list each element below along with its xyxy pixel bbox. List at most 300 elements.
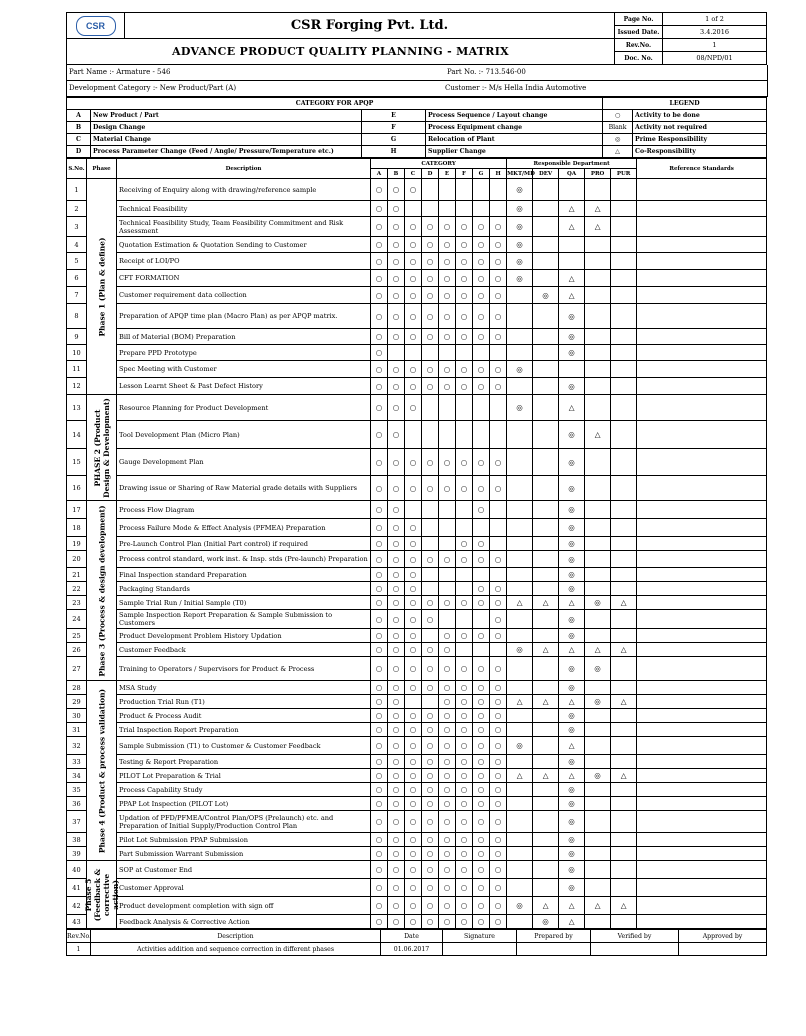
responsibility-mark bbox=[507, 551, 533, 568]
category-mark: ○ bbox=[388, 304, 405, 329]
row-number: 19 bbox=[67, 537, 87, 551]
responsibility-mark: △ bbox=[611, 695, 637, 709]
category-mark: ○ bbox=[371, 568, 388, 582]
table-row bbox=[67, 596, 767, 610]
revision-rev: 1 bbox=[67, 943, 91, 956]
category-mark: ○ bbox=[371, 395, 388, 421]
responsibility-mark: △ bbox=[585, 421, 611, 449]
responsibility-mark bbox=[533, 253, 559, 270]
category-mark: ○ bbox=[388, 237, 405, 253]
activity-description: Process Capability Study bbox=[117, 783, 371, 797]
category-mark: ○ bbox=[456, 329, 473, 345]
category-mark: ○ bbox=[490, 378, 507, 395]
responsibility-mark bbox=[585, 797, 611, 811]
category-label: Process Parameter Change (Feed / Angle/ Pressure/Temperature etc.) bbox=[91, 146, 362, 158]
category-mark: ○ bbox=[371, 519, 388, 537]
responsibility-mark bbox=[585, 737, 611, 755]
category-mark: ○ bbox=[439, 643, 456, 657]
reference-standard bbox=[637, 361, 767, 378]
reference-standard bbox=[637, 755, 767, 769]
category-mark bbox=[456, 568, 473, 582]
responsibility-mark bbox=[611, 657, 637, 681]
category-mark: ○ bbox=[456, 879, 473, 897]
category-mark: ○ bbox=[388, 695, 405, 709]
responsibility-mark bbox=[611, 879, 637, 897]
responsibility-mark: ◎ bbox=[559, 501, 585, 519]
category-mark: ○ bbox=[456, 537, 473, 551]
responsibility-mark bbox=[585, 519, 611, 537]
category-mark: ○ bbox=[422, 237, 439, 253]
activity-description: Receipt of LOI/PO bbox=[117, 253, 371, 270]
category-mark: ○ bbox=[422, 643, 439, 657]
revision-desc: Activities addition and sequence correction in different phases bbox=[91, 943, 381, 956]
phase-label-cell bbox=[87, 395, 117, 501]
category-mark: ○ bbox=[405, 287, 422, 304]
category-mark: ○ bbox=[388, 287, 405, 304]
responsibility-mark bbox=[507, 421, 533, 449]
responsibility-mark bbox=[507, 568, 533, 582]
responsibility-mark bbox=[533, 237, 559, 253]
category-mark: ○ bbox=[422, 915, 439, 929]
category-mark bbox=[490, 395, 507, 421]
category-mark: ○ bbox=[422, 610, 439, 629]
category-mark: ○ bbox=[456, 476, 473, 501]
responsibility-mark bbox=[611, 847, 637, 861]
category-mark bbox=[439, 501, 456, 519]
category-mark: ○ bbox=[456, 847, 473, 861]
responsibility-mark bbox=[533, 217, 559, 237]
reference-standard bbox=[637, 915, 767, 929]
responsibility-mark bbox=[611, 449, 637, 476]
responsibility-mark: ◎ bbox=[507, 179, 533, 201]
revision-header: Prepared by bbox=[517, 930, 591, 943]
responsibility-mark bbox=[585, 783, 611, 797]
table-row bbox=[67, 179, 767, 201]
table-row bbox=[67, 201, 767, 217]
category-mark: ○ bbox=[405, 737, 422, 755]
category-mark: ○ bbox=[439, 361, 456, 378]
category-mark bbox=[439, 395, 456, 421]
row-number: 7 bbox=[67, 287, 87, 304]
category-mark: ○ bbox=[422, 657, 439, 681]
responsibility-mark: ◎ bbox=[559, 537, 585, 551]
category-mark bbox=[456, 345, 473, 361]
responsibility-mark bbox=[559, 237, 585, 253]
category-mark: ○ bbox=[473, 769, 490, 783]
revision-header: Description bbox=[91, 930, 381, 943]
category-mark: ○ bbox=[439, 596, 456, 610]
category-mark: ○ bbox=[388, 421, 405, 449]
category-mark: ○ bbox=[456, 629, 473, 643]
revision-sig bbox=[443, 943, 517, 956]
responsibility-mark bbox=[611, 568, 637, 582]
category-mark: ○ bbox=[473, 287, 490, 304]
legend-label: Co-Responsibility bbox=[633, 146, 767, 158]
responsibility-mark: △ bbox=[585, 897, 611, 915]
responsibility-mark bbox=[611, 237, 637, 253]
table-row bbox=[67, 217, 767, 237]
category-col-b: B bbox=[388, 169, 405, 179]
category-mark: ○ bbox=[422, 897, 439, 915]
responsibility-mark: △ bbox=[559, 769, 585, 783]
row-number: 37 bbox=[67, 811, 87, 833]
responsibility-mark bbox=[507, 304, 533, 329]
responsibility-mark bbox=[533, 537, 559, 551]
responsibility-mark bbox=[585, 709, 611, 723]
category-mark: ○ bbox=[473, 755, 490, 769]
responsibility-mark bbox=[611, 179, 637, 201]
category-mark bbox=[456, 395, 473, 421]
responsibility-mark bbox=[507, 755, 533, 769]
category-mark bbox=[473, 519, 490, 537]
responsibility-mark bbox=[533, 270, 559, 287]
responsibility-mark bbox=[611, 610, 637, 629]
category-mark: ○ bbox=[490, 610, 507, 629]
category-mark bbox=[456, 643, 473, 657]
category-mark: ○ bbox=[371, 811, 388, 833]
responsibility-mark bbox=[611, 551, 637, 568]
responsibility-mark bbox=[533, 723, 559, 737]
category-mark: ○ bbox=[473, 304, 490, 329]
category-mark: ○ bbox=[439, 915, 456, 929]
responsibility-mark bbox=[585, 345, 611, 361]
table-row bbox=[67, 568, 767, 582]
category-mark: ○ bbox=[422, 833, 439, 847]
activity-description: Product development completion with sign off bbox=[117, 897, 371, 915]
responsibility-mark bbox=[533, 304, 559, 329]
row-number: 6 bbox=[67, 270, 87, 287]
category-key: D bbox=[67, 146, 91, 158]
category-mark: ○ bbox=[456, 709, 473, 723]
category-mark: ○ bbox=[405, 897, 422, 915]
responsibility-mark bbox=[611, 217, 637, 237]
row-number: 9 bbox=[67, 329, 87, 345]
category-mark: ○ bbox=[473, 657, 490, 681]
responsibility-mark bbox=[533, 378, 559, 395]
table-row bbox=[67, 737, 767, 755]
category-mark: ○ bbox=[371, 681, 388, 695]
category-mark: ○ bbox=[371, 695, 388, 709]
revision-header: Signature bbox=[443, 930, 517, 943]
responsibility-mark bbox=[507, 797, 533, 811]
category-mark: ○ bbox=[473, 833, 490, 847]
category-mark: ○ bbox=[490, 755, 507, 769]
category-col-c: C bbox=[405, 169, 422, 179]
activity-description: Customer Approval bbox=[117, 879, 371, 897]
category-mark: ○ bbox=[371, 879, 388, 897]
category-mark: ○ bbox=[371, 769, 388, 783]
activity-description: Sample Submission (T1) to Customer & Customer Feedback bbox=[117, 737, 371, 755]
category-mark: ○ bbox=[388, 537, 405, 551]
table-row bbox=[67, 476, 767, 501]
activity-description: Prepare PPD Prototype bbox=[117, 345, 371, 361]
responsibility-mark bbox=[507, 783, 533, 797]
category-mark: ○ bbox=[456, 304, 473, 329]
category-mark: ○ bbox=[490, 361, 507, 378]
category-mark: ○ bbox=[456, 596, 473, 610]
category-mark: ○ bbox=[371, 629, 388, 643]
table-row bbox=[67, 304, 767, 329]
reference-standard bbox=[637, 378, 767, 395]
revision-prep bbox=[517, 943, 591, 956]
category-mark bbox=[456, 501, 473, 519]
activity-description: Spec Meeting with Customer bbox=[117, 361, 371, 378]
activity-description: Process control standard, work inst. & Insp. stds (Pre-launch) Preparation bbox=[117, 551, 371, 568]
phase-label-cell bbox=[87, 501, 117, 681]
category-mark bbox=[439, 421, 456, 449]
reference-standard bbox=[637, 695, 767, 709]
category-mark: ○ bbox=[439, 897, 456, 915]
responsibility-mark bbox=[533, 783, 559, 797]
responsibility-mark bbox=[611, 709, 637, 723]
responsibility-mark bbox=[507, 629, 533, 643]
category-mark: ○ bbox=[490, 681, 507, 695]
category-mark: ○ bbox=[405, 681, 422, 695]
activity-description: Tool Development Plan (Micro Plan) bbox=[117, 421, 371, 449]
category-mark: ○ bbox=[405, 304, 422, 329]
responsibility-mark bbox=[507, 709, 533, 723]
category-mark: ○ bbox=[456, 755, 473, 769]
category-mark: ○ bbox=[388, 551, 405, 568]
category-mark: ○ bbox=[405, 217, 422, 237]
row-number: 42 bbox=[67, 897, 87, 915]
responsibility-mark: ◎ bbox=[585, 769, 611, 783]
category-mark: ○ bbox=[405, 179, 422, 201]
responsibility-mark bbox=[533, 657, 559, 681]
category-mark: ○ bbox=[405, 361, 422, 378]
row-number: 8 bbox=[67, 304, 87, 329]
category-mark: ○ bbox=[473, 329, 490, 345]
reference-standard bbox=[637, 395, 767, 421]
activity-description: Receiving of Enquiry along with drawing/reference sample bbox=[117, 179, 371, 201]
category-mark: ○ bbox=[490, 304, 507, 329]
table-row bbox=[67, 709, 767, 723]
responsibility-mark bbox=[507, 861, 533, 879]
category-key: B bbox=[67, 122, 91, 134]
category-mark bbox=[439, 519, 456, 537]
category-mark bbox=[405, 421, 422, 449]
responsibility-mark: △ bbox=[533, 596, 559, 610]
category-mark: ○ bbox=[456, 737, 473, 755]
category-mark: ○ bbox=[473, 861, 490, 879]
category-mark: ○ bbox=[405, 537, 422, 551]
reference-standard bbox=[637, 797, 767, 811]
category-mark: ○ bbox=[371, 345, 388, 361]
responsibility-mark bbox=[611, 476, 637, 501]
responsibility-mark bbox=[585, 610, 611, 629]
row-number: 10 bbox=[67, 345, 87, 361]
responsibility-mark: △ bbox=[559, 737, 585, 755]
activity-description: Product Development Problem History Updation bbox=[117, 629, 371, 643]
responsibility-mark: ◎ bbox=[507, 643, 533, 657]
category-mark: ○ bbox=[439, 847, 456, 861]
row-number: 41 bbox=[67, 879, 87, 897]
activity-description: Product & Process Audit bbox=[117, 709, 371, 723]
category-mark: ○ bbox=[422, 737, 439, 755]
category-label: New Product / Part bbox=[91, 110, 362, 122]
dept-col: PRO bbox=[585, 169, 611, 179]
category-mark: ○ bbox=[388, 519, 405, 537]
category-mark: ○ bbox=[439, 723, 456, 737]
category-mark: ○ bbox=[439, 833, 456, 847]
category-mark: ○ bbox=[405, 237, 422, 253]
responsibility-mark: △ bbox=[507, 695, 533, 709]
row-number: 36 bbox=[67, 797, 87, 811]
category-mark: ○ bbox=[405, 879, 422, 897]
table-row bbox=[67, 833, 767, 847]
row-number: 14 bbox=[67, 421, 87, 449]
category-mark: ○ bbox=[473, 783, 490, 797]
category-mark: ○ bbox=[388, 879, 405, 897]
category-mark: ○ bbox=[422, 287, 439, 304]
category-mark: ○ bbox=[490, 861, 507, 879]
part-info-line bbox=[66, 65, 768, 81]
meta-key: Rev.No. bbox=[615, 39, 663, 52]
responsibility-mark: △ bbox=[585, 217, 611, 237]
responsibility-mark: ◎ bbox=[559, 755, 585, 769]
responsibility-mark: △ bbox=[611, 643, 637, 657]
responsibility-mark bbox=[585, 237, 611, 253]
phase-label: Phase 5 (Feedback & corrective action) bbox=[83, 868, 120, 921]
responsibility-mark bbox=[533, 811, 559, 833]
category-mark bbox=[439, 201, 456, 217]
category-mark bbox=[456, 582, 473, 596]
category-mark bbox=[422, 201, 439, 217]
responsibility-mark bbox=[585, 270, 611, 287]
meta-value: 1 bbox=[663, 39, 767, 52]
category-mark: ○ bbox=[490, 695, 507, 709]
row-number: 3 bbox=[67, 217, 87, 237]
reference-standard bbox=[637, 847, 767, 861]
category-mark: ○ bbox=[371, 201, 388, 217]
category-mark: ○ bbox=[405, 811, 422, 833]
responsibility-mark: ◎ bbox=[559, 847, 585, 861]
category-mark: ○ bbox=[490, 449, 507, 476]
category-mark: ○ bbox=[405, 253, 422, 270]
category-key: C bbox=[67, 134, 91, 146]
responsibility-mark bbox=[533, 797, 559, 811]
responsibility-mark bbox=[611, 755, 637, 769]
responsibility-mark: △ bbox=[559, 915, 585, 929]
responsibility-mark: △ bbox=[507, 769, 533, 783]
responsibility-mark bbox=[533, 449, 559, 476]
category-mark bbox=[473, 421, 490, 449]
responsibility-mark bbox=[507, 833, 533, 847]
category-row bbox=[67, 122, 767, 134]
row-number: 17 bbox=[67, 501, 87, 519]
legend-label: Prime Responsibility bbox=[633, 134, 767, 146]
responsibility-mark bbox=[585, 879, 611, 897]
category-mark: ○ bbox=[405, 833, 422, 847]
category-mark: ○ bbox=[371, 287, 388, 304]
responsibility-mark: ◎ bbox=[507, 270, 533, 287]
responsibility-mark bbox=[585, 287, 611, 304]
category-mark: ○ bbox=[422, 755, 439, 769]
row-number: 21 bbox=[67, 568, 87, 582]
responsibility-mark bbox=[585, 361, 611, 378]
legend-symbol: △ bbox=[603, 146, 633, 158]
category-row bbox=[67, 146, 767, 158]
category-mark: ○ bbox=[473, 217, 490, 237]
responsibility-mark bbox=[533, 879, 559, 897]
category-mark bbox=[422, 695, 439, 709]
responsibility-mark bbox=[611, 378, 637, 395]
category-mark: ○ bbox=[456, 681, 473, 695]
reference-standard bbox=[637, 811, 767, 833]
table-row bbox=[67, 723, 767, 737]
category-mark: ○ bbox=[388, 629, 405, 643]
category-mark: ○ bbox=[490, 253, 507, 270]
reference-standard bbox=[637, 769, 767, 783]
responsibility-mark: ◎ bbox=[559, 797, 585, 811]
company-logo bbox=[67, 13, 125, 39]
responsibility-mark: △ bbox=[533, 897, 559, 915]
row-number: 5 bbox=[67, 253, 87, 270]
table-row bbox=[67, 755, 767, 769]
development-category: Development Category :- New Product/Part (A) bbox=[69, 84, 237, 92]
responsibility-mark bbox=[533, 519, 559, 537]
table-row bbox=[67, 537, 767, 551]
category-mark: ○ bbox=[490, 897, 507, 915]
responsibility-mark bbox=[585, 629, 611, 643]
category-mark: ○ bbox=[388, 657, 405, 681]
category-mark: ○ bbox=[405, 847, 422, 861]
activity-description: Preparation of APQP time plan (Macro Plan) as per APQP matrix. bbox=[117, 304, 371, 329]
row-number: 11 bbox=[67, 361, 87, 378]
category-mark: ○ bbox=[473, 582, 490, 596]
responsibility-mark bbox=[611, 915, 637, 929]
category-mark: ○ bbox=[473, 737, 490, 755]
category-mark: ○ bbox=[456, 797, 473, 811]
responsibility-mark: ◎ bbox=[559, 568, 585, 582]
reference-standard bbox=[637, 537, 767, 551]
category-mark: ○ bbox=[388, 861, 405, 879]
meta-key: Issued Date. bbox=[615, 26, 663, 39]
responsibility-mark: ◎ bbox=[507, 201, 533, 217]
category-mark: ○ bbox=[422, 861, 439, 879]
responsibility-mark bbox=[507, 519, 533, 537]
table-row bbox=[67, 237, 767, 253]
activity-description: Customer requirement data collection bbox=[117, 287, 371, 304]
category-mark: ○ bbox=[490, 879, 507, 897]
category-mark bbox=[456, 179, 473, 201]
revision-app bbox=[679, 943, 767, 956]
category-mark: ○ bbox=[388, 179, 405, 201]
legend-symbol: Blank bbox=[603, 122, 633, 134]
responsibility-mark: ◎ bbox=[559, 345, 585, 361]
category-mark: ○ bbox=[422, 797, 439, 811]
part-name: Part Name :- Armature - 546 bbox=[69, 68, 171, 76]
category-mark bbox=[422, 568, 439, 582]
category-mark: ○ bbox=[405, 769, 422, 783]
category-mark bbox=[490, 201, 507, 217]
category-mark bbox=[473, 395, 490, 421]
responsibility-mark: ◎ bbox=[507, 237, 533, 253]
responsibility-mark bbox=[611, 519, 637, 537]
category-mark: ○ bbox=[456, 253, 473, 270]
activity-description: CFT FORMATION bbox=[117, 270, 371, 287]
category-mark: ○ bbox=[405, 797, 422, 811]
responsibility-mark: ◎ bbox=[559, 783, 585, 797]
row-number: 38 bbox=[67, 833, 87, 847]
category-mark: ○ bbox=[371, 329, 388, 345]
category-col-e: E bbox=[439, 169, 456, 179]
category-mark: ○ bbox=[456, 769, 473, 783]
activity-description: Pre-Launch Control Plan (Initial Part control) if required bbox=[117, 537, 371, 551]
phase-label: PHASE 2 (Product Design & Development) bbox=[92, 397, 111, 498]
activity-description: Feedback Analysis & Corrective Action bbox=[117, 915, 371, 929]
category-mark: ○ bbox=[405, 519, 422, 537]
